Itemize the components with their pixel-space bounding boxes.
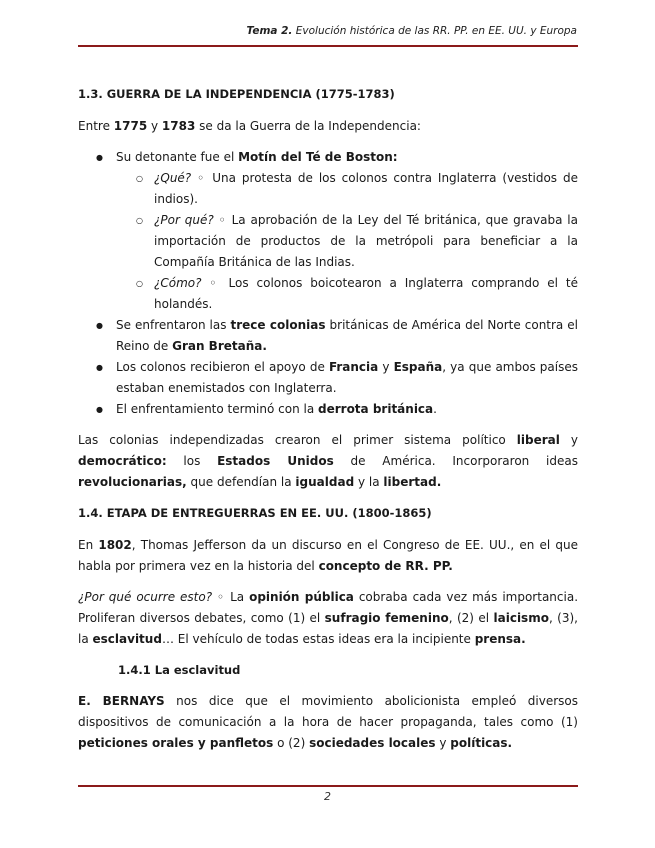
section-heading-1-3: 1.3. GUERRA DE LA INDEPENDENCIA (1775-1783) [78,87,395,101]
intro-paragraph: Entre 1775 y 1783 se da la Guerra de la Independencia: [78,119,421,133]
footer-rule [78,785,578,787]
list-item: ○ ¿Qué? ◦ Una protesta de los colonos contra Inglaterra (vestidos de indios). [154,168,578,210]
list-item: ○ ¿Cómo? ◦ Los colonos boicotearon a Inglaterra comprando el té holandés. [154,273,578,315]
list-item: ● Los colonos recibieron el apoyo de Francia y España, ya que ambos países estaban enemistados con Inglaterra. [116,357,578,399]
list-item: ● El enfrentamiento terminó con la derrota británica. [116,399,578,420]
section-heading-1-4: 1.4. ETAPA DE ENTREGUERRAS EN EE. UU. (1800-1865) [78,506,432,520]
page-header [78,25,577,37]
header-topic-title: Evolución histórica de las RR. PP. en EE. UU. y Europa [292,25,577,37]
public-opinion-paragraph: ¿Por qué ocurre esto? ◦ La opinión pública cobraba cada vez más importancia. Proliferan diversos debates, como (1) el sufragio femenino, (2) el laicismo, (3), la esclavitud… El vehículo de todas estas ideas era la incipiente prensa. [78,590,579,646]
page-number: 2 [324,790,331,803]
header-rule [78,45,578,47]
page-body [78,82,578,754]
bullet-list [78,147,578,420]
header-topic-number: Tema 2. [246,25,293,37]
colonies-paragraph: Las colonias independizadas crearon el primer sistema político liberal y democrático: los Estados Unidos de América. Incorporaron ideas revolucionarias, que defendían la igualdad y la libertad. [78,433,578,489]
list-item: ● Se enfrentaron las trece colonias británicas de América del Norte contra el Reino de Gran Bretaña. [116,315,578,357]
sub-list [116,168,578,315]
jefferson-paragraph: En 1802, Thomas Jefferson da un discurso en el Congreso de EE. UU., en el que habla por primera vez en la historia del concepto de RR. PP. [78,538,578,573]
subsection-heading-1-4-1: 1.4.1 La esclavitud [118,663,241,677]
list-item: ● Su detonante fue el Motín del Té de Boston: ○ ¿Qué? ◦ Una protesta de los colonos contra Inglaterra (vestidos de indios). ○ ¿Por qué? ◦ La aprobación de la Ley del Té británica, que gravaba la importación de productos de la metrópoli para beneficiar a la Compañía Británica de las Indias. ○ ¿Cómo? ◦ Los colonos boicotearon a Inglaterra comprando el té holandés. [116,147,578,315]
bernays-paragraph: E. BERNAYS nos dice que el movimiento abolicionista empleó diversos dispositivos de comunicación a la hora de hacer propaganda, tales como (1) peticiones orales y panfletos o (2) sociedades locales y políticas. [78,694,578,750]
list-item: ○ ¿Por qué? ◦ La aprobación de la Ley del Té británica, que gravaba la importación de productos de la metrópoli para beneficiar a la Compañía Británica de las Indias. [154,210,578,273]
